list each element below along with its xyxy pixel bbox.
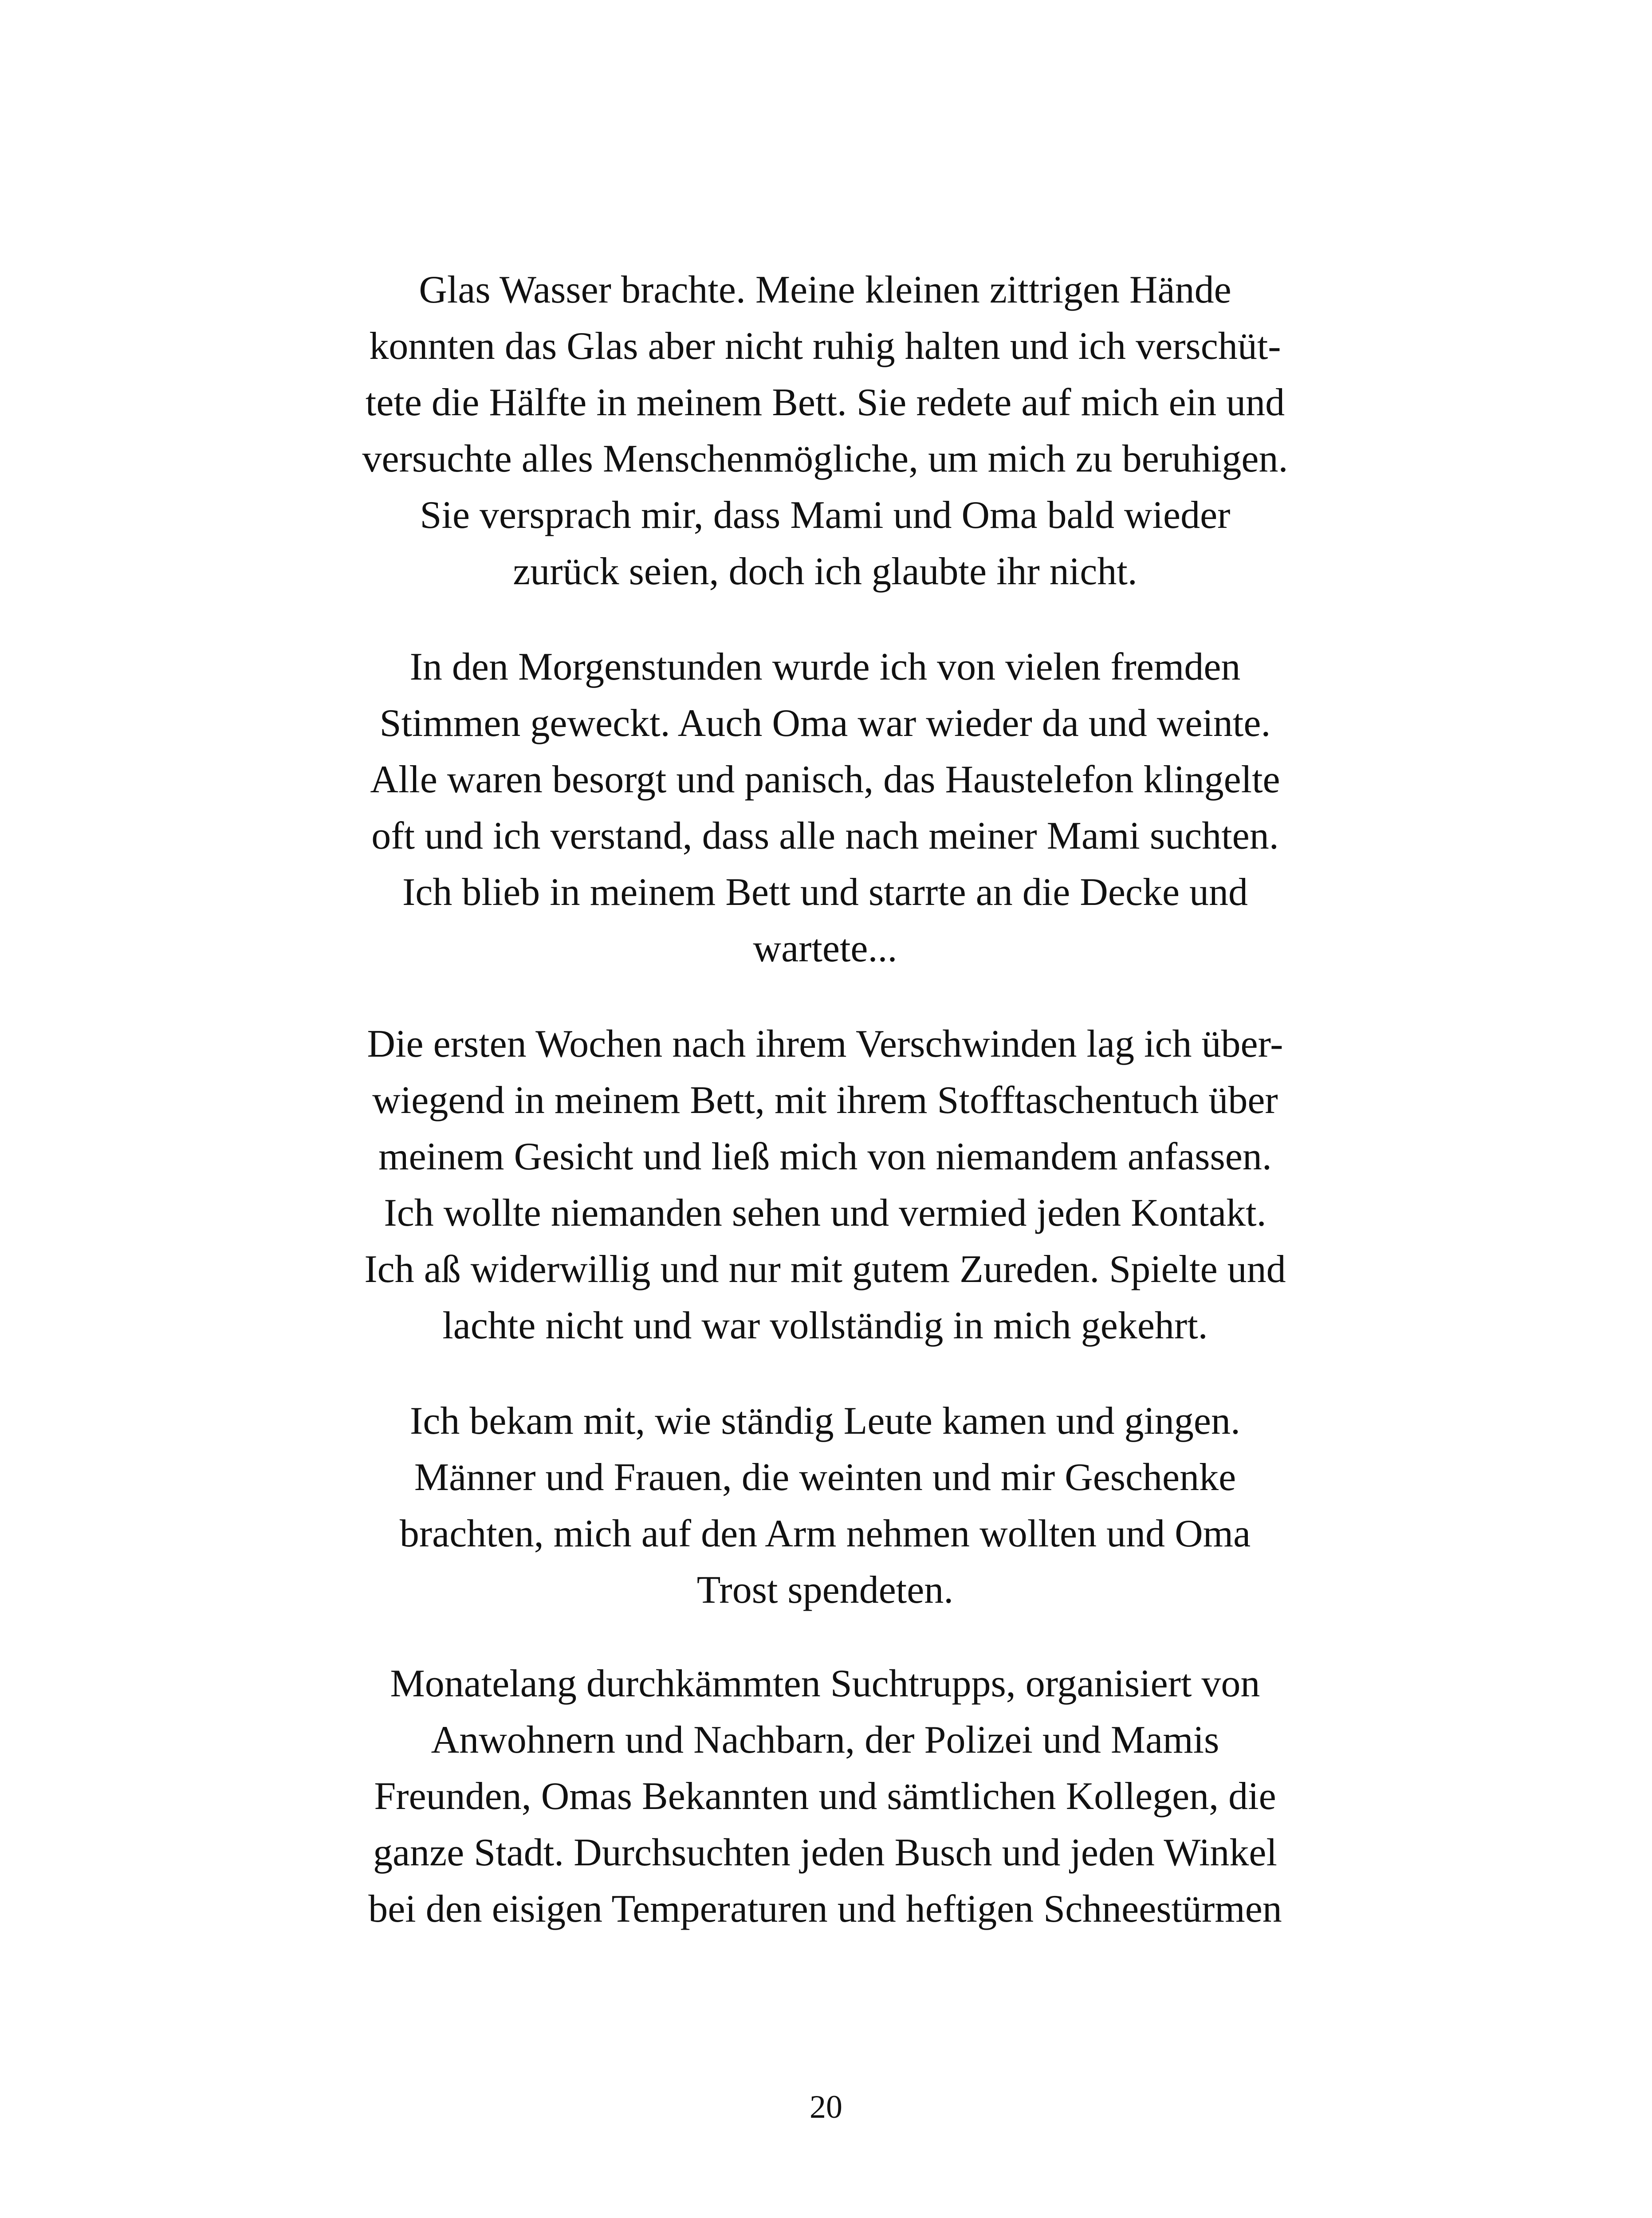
text-line: wartete... xyxy=(753,927,897,970)
text-line: In den Morgenstunden wurde ich von vielen fremden xyxy=(409,645,1241,688)
text-line: brachten, mich auf den Arm nehmen wollten und Oma xyxy=(399,1512,1251,1555)
text-line: versuchte alles Menschenmögliche, um mich zu beruhigen. xyxy=(362,437,1288,480)
text-line: oft und ich verstand, dass alle nach meiner Mami suchten. xyxy=(371,814,1279,857)
page-number: 20 xyxy=(810,2089,842,2125)
text-line: Ich wollte niemanden sehen und vermied jeden Kontakt. xyxy=(384,1192,1267,1235)
paragraph-3 xyxy=(337,1016,1313,1354)
text-line: meinem Gesicht und ließ mich von niemandem anfassen. xyxy=(378,1135,1272,1178)
text-line: ganze Stadt. Durchsuchten jeden Busch und jeden Winkel xyxy=(373,1831,1277,1874)
paragraph-1 xyxy=(337,262,1313,600)
text-line: Die ersten Wochen nach ihrem Verschwinden lag ich über- xyxy=(367,1022,1283,1066)
text-line: lachte nicht und war vollständig in mich gekehrt. xyxy=(442,1304,1208,1347)
text-line: Männer und Frauen, die weinten und mir Geschenke xyxy=(414,1456,1236,1499)
text-line: Monatelang durchkämmten Suchtrupps, organisiert von xyxy=(390,1662,1260,1705)
text-line: Trost spendeten. xyxy=(696,1569,954,1612)
text-line: Ich aß widerwillig und nur mit gutem Zureden. Spielte und xyxy=(364,1248,1286,1291)
text-line: wiegend in meinem Bett, mit ihrem Stofftaschentuch über xyxy=(372,1079,1278,1122)
text-line: zurück seien, doch ich glaubte ihr nicht. xyxy=(513,550,1137,593)
text-line: konnten das Glas aber nicht ruhig halten und ich verschüt- xyxy=(369,325,1281,368)
text-line: bei den eisigen Temperaturen und heftigen Schneestürmen xyxy=(368,1888,1282,1931)
text-line: Alle waren besorgt und panisch, das Haustelefon klingelte xyxy=(370,758,1280,801)
text-line: Anwohnern und Nachbarn, der Polizei und Mamis xyxy=(431,1719,1219,1762)
text-line: tete die Hälfte in meinem Bett. Sie redete auf mich ein und xyxy=(365,381,1285,424)
text-line: Sie versprach mir, dass Mami und Oma bald wieder xyxy=(420,494,1231,537)
text-line: Freunden, Omas Bekannten und sämtlichen Kollegen, die xyxy=(374,1775,1276,1818)
text-line: Glas Wasser brachte. Meine kleinen zittrigen Hände xyxy=(419,268,1231,311)
text-line: Stimmen geweckt. Auch Oma war wieder da und weinte. xyxy=(379,702,1271,745)
paragraph-4 xyxy=(337,1393,1313,1618)
paragraph-5 xyxy=(337,1656,1313,1937)
text-line: Ich blieb in meinem Bett und starrte an die Decke und xyxy=(402,871,1248,914)
paragraph-2 xyxy=(337,639,1313,977)
text-line: Ich bekam mit, wie ständig Leute kamen und gingen. xyxy=(410,1400,1240,1443)
